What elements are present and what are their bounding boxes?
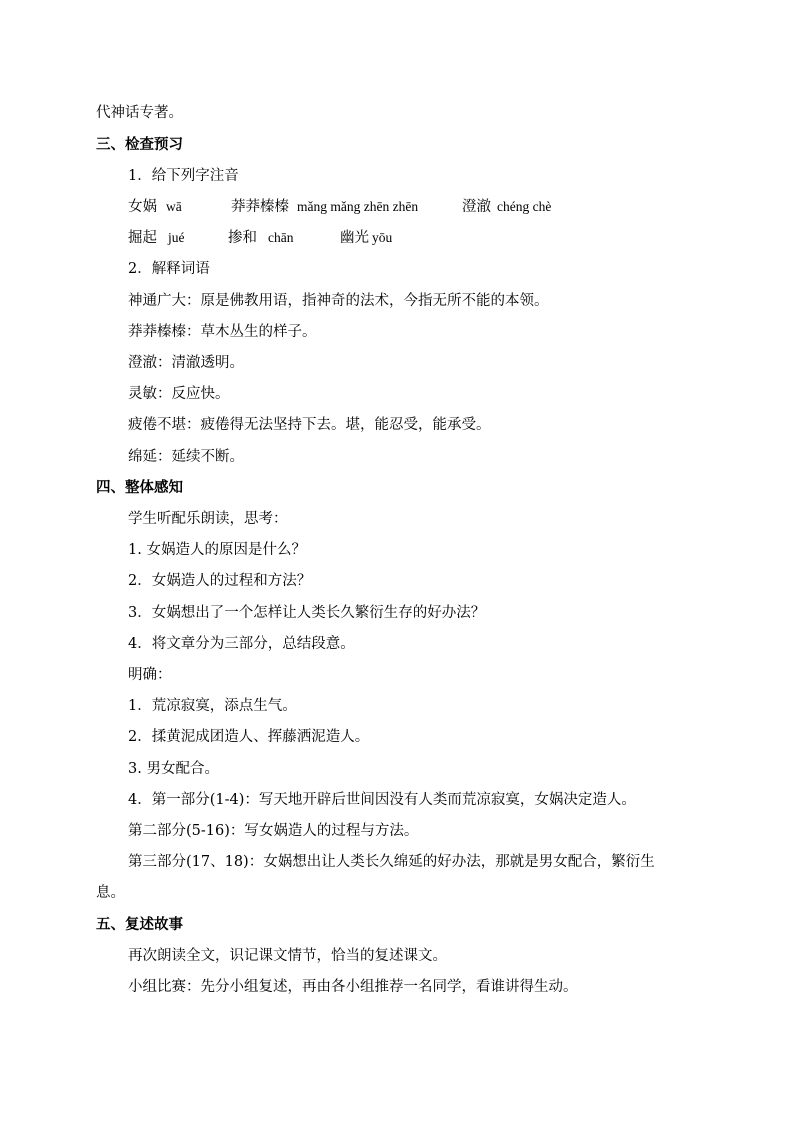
- pinyin-word: 女娲: [128, 199, 157, 215]
- pinyin-word: 莽莽榛榛: [231, 199, 289, 215]
- definition-line: 灵敏：反应快。: [128, 386, 230, 402]
- answer-line: 第三部分(17、18)：女娲想出让人类长久绵延的好办法，那就是男女配合，繁衍生: [128, 854, 655, 870]
- pinyin-word: 幽光: [340, 230, 369, 246]
- q1-title: 1．给下列字注音: [128, 168, 239, 184]
- question-line: 2．女娲造人的过程和方法？: [128, 573, 312, 589]
- q2-title: 2．解释词语: [128, 261, 210, 277]
- body-line: 再次朗读全文，识记课文情节，恰当的复述课文。: [128, 948, 447, 964]
- section-heading-5: 五、复述故事: [96, 916, 183, 933]
- definition-line: 莽莽榛榛：草木丛生的样子。: [128, 324, 317, 340]
- continuation-text: 代神话专著。: [96, 105, 183, 121]
- pinyin-word: 掺和: [228, 230, 257, 246]
- definition-line: 疲倦不堪：疲倦得无法坚持下去。堪，能忍受，能承受。: [128, 417, 491, 433]
- question-line: 1. 女娲造人的原因是什么？: [128, 542, 306, 558]
- pinyin-annotation: jué: [168, 230, 185, 245]
- section-intro: 学生听配乐朗读，思考：: [128, 511, 288, 527]
- answer-line: 3. 男女配合。: [128, 761, 219, 777]
- section-heading-3: 三、检查预习: [96, 136, 183, 153]
- definition-line: 澄澈：清澈透明。: [128, 355, 244, 371]
- answer-line: 4．第一部分(1-4)：写天地开辟后世间因没有人类而荒凉寂寞，女娲决定造人。: [128, 792, 636, 808]
- definition-line: 绵延：延续不断。: [128, 449, 244, 465]
- section-heading-4: 四、整体感知: [96, 479, 183, 496]
- pinyin-annotation: chéng chè: [497, 199, 552, 214]
- answer-line-wrap: 息。: [96, 885, 125, 901]
- pinyin-annotation: mǎng mǎng zhēn zhēn: [297, 199, 419, 214]
- pinyin-annotation: wā: [166, 199, 182, 214]
- pinyin-word: 澄澈: [462, 199, 491, 215]
- definition-line: 神通广大：原是佛教用语，指神奇的法术，今指无所不能的本领。: [128, 293, 549, 309]
- answer-line: 第二部分(5-16)：写女娲造人的过程与方法。: [128, 823, 419, 839]
- body-line: 小组比赛：先分小组复述，再由各小组推荐一名同学，看谁讲得生动。: [128, 979, 578, 995]
- pinyin-annotation: yōu: [372, 230, 393, 245]
- answer-line: 1．荒凉寂寞，添点生气。: [128, 698, 297, 714]
- question-line: 3．女娲想出了一个怎样让人类长久繁衍生存的好办法？: [128, 605, 486, 621]
- answer-label: 明确：: [128, 667, 172, 683]
- question-line: 4．将文章分为三部分，总结段意。: [128, 636, 355, 652]
- answer-line: 2．揉黄泥成团造人、挥藤洒泥造人。: [128, 729, 370, 745]
- pinyin-word: 掘起: [128, 230, 157, 246]
- pinyin-annotation: chān: [268, 230, 294, 245]
